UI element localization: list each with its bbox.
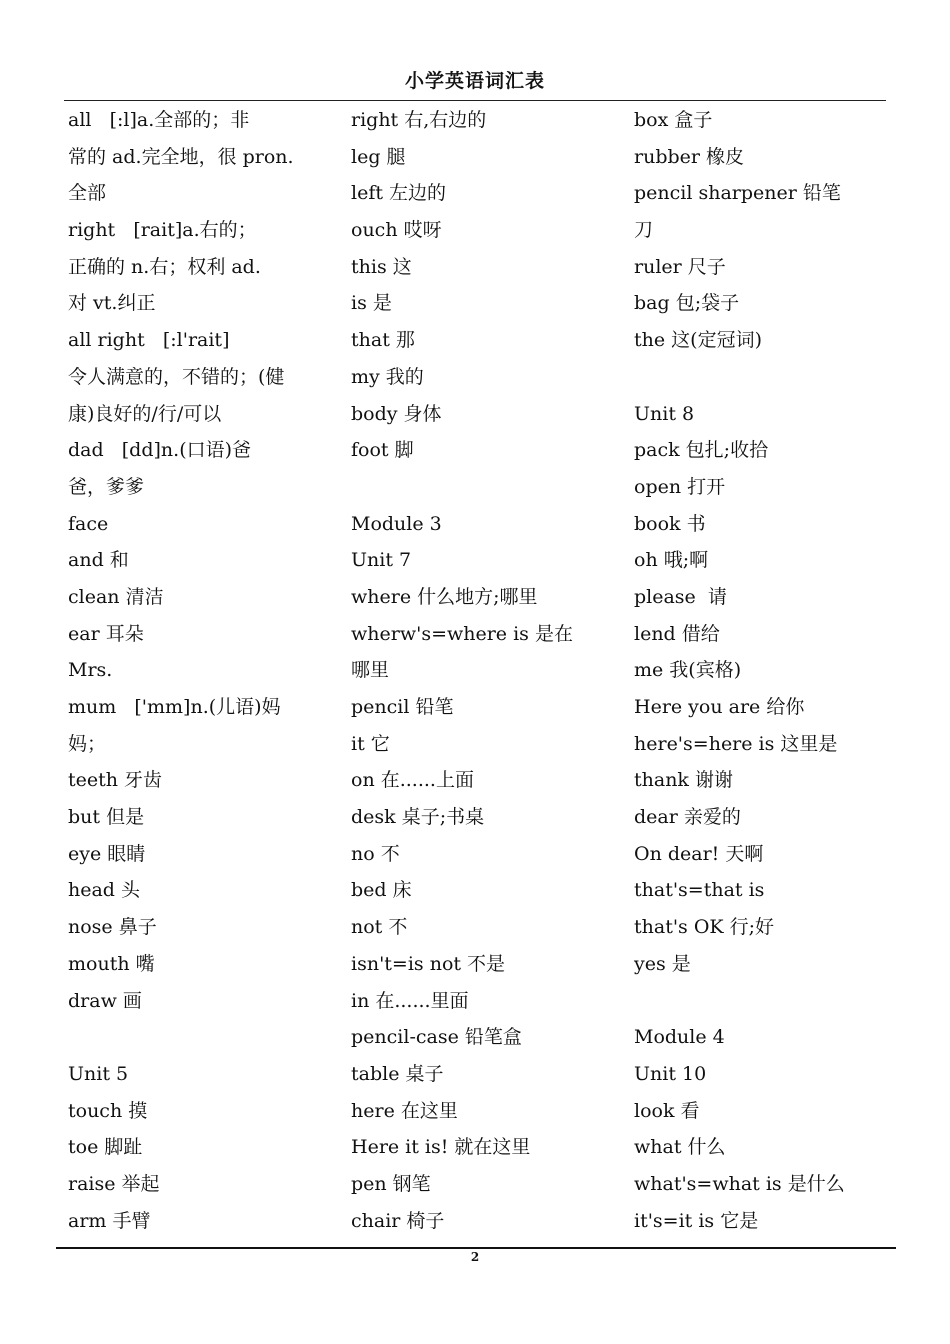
vocab-line: that 那 <box>351 329 415 352</box>
vocab-line: wherw's=where is 是在 <box>351 622 573 645</box>
vocab-line: right [rait]a.右的； <box>68 219 257 242</box>
vocab-line: look 看 <box>634 1099 700 1122</box>
vocab-line: my 我的 <box>351 365 424 388</box>
vocab-line: here 在这里 <box>351 1099 458 1122</box>
vocab-line: rubber 橡皮 <box>634 145 745 168</box>
page-title: 小学英语词汇表 <box>404 70 545 92</box>
vocab-line: 令人满意的，不错的；(健 <box>68 365 285 388</box>
vocab-line: dad [dd]n.(口语)爸 <box>68 439 252 462</box>
vocab-line: please 请 <box>634 585 727 608</box>
vocab-line: 康)良好的/行/可以 <box>68 402 222 425</box>
vocab-line: not 不 <box>351 916 408 939</box>
vocab-line: this 这 <box>351 255 412 278</box>
vocab-line: mum ['mm]n.(儿语)妈 <box>68 696 281 718</box>
vocab-line: box 盒子 <box>634 109 713 131</box>
vocab-line: mouth 嘴 <box>68 952 155 975</box>
vocab-line: pencil sharpener 铅笔 <box>634 182 841 205</box>
vocab-line: face <box>68 512 109 535</box>
vocab-line: Here you are 给你 <box>634 696 805 718</box>
vocab-line: Unit 8 <box>634 402 695 425</box>
vocab-line: toe 脚趾 <box>68 1136 143 1159</box>
vocab-line: Mrs. <box>68 659 113 682</box>
vocab-line: left 左边的 <box>351 182 447 205</box>
vocab-line: here's=here is 这里是 <box>634 732 838 755</box>
vocab-line: bed 床 <box>351 879 412 902</box>
vocab-line: 对 vt.纠正 <box>68 292 156 315</box>
vocab-line: nose 鼻子 <box>68 916 157 939</box>
vocab-line: but 但是 <box>68 806 145 829</box>
vocab-line: clean 清洁 <box>68 585 164 608</box>
vocab-line <box>351 469 621 506</box>
vocab-line: Unit 10 <box>634 1062 707 1085</box>
page-number: 2 <box>470 1250 480 1264</box>
vocab-line: table 桌子 <box>351 1062 444 1085</box>
vocab-line: 爸，爹爹 <box>68 475 145 498</box>
vocab-line: pencil-case 铅笔盒 <box>351 1026 522 1049</box>
vocab-line: 全部 <box>68 182 107 205</box>
vocab-line <box>634 359 884 396</box>
vocab-line: oh 哦;啊 <box>634 549 709 572</box>
vocab-line: ouch 哎呀 <box>351 219 442 242</box>
vocab-line: it 它 <box>351 732 390 755</box>
vocab-column-3 <box>634 102 884 1239</box>
vocab-line: Here it is! 就在这里 <box>351 1136 531 1159</box>
vocab-line: head 头 <box>68 879 141 902</box>
vocab-line: the 这(定冠词) <box>634 329 762 352</box>
vocab-line: 刀 <box>634 219 654 242</box>
vocab-line: 哪里 <box>351 659 390 682</box>
vocab-line: eye 眼睛 <box>68 842 146 865</box>
vocab-line: what's=what is 是什么 <box>634 1172 845 1195</box>
vocab-line: leg 腿 <box>351 145 406 168</box>
vocab-line: Module 4 <box>634 1026 725 1049</box>
vocab-line: pack 包扎;收拾 <box>634 439 769 462</box>
vocab-line <box>634 983 884 1020</box>
vocab-line: open 打开 <box>634 475 726 498</box>
vocab-line: Unit 5 <box>68 1062 129 1085</box>
vocab-line: isn't=is not 不是 <box>351 952 506 975</box>
vocab-line: 正确的 n.右；权利 ad. <box>68 255 261 278</box>
header-rule <box>64 100 886 101</box>
vocab-line: that's=that is <box>634 879 765 902</box>
vocab-line: On dear! 天啊 <box>634 842 764 865</box>
vocab-line: touch 摸 <box>68 1099 148 1122</box>
vocab-line: desk 桌子;书桌 <box>351 806 485 829</box>
vocab-line: it's=it is 它是 <box>634 1209 759 1232</box>
vocab-line: draw 画 <box>68 989 142 1012</box>
vocab-line: and 和 <box>68 549 129 572</box>
vocab-line: 妈； <box>68 732 107 755</box>
vocab-line: all right [:l'rait] <box>68 329 230 352</box>
vocab-line: ruler 尺子 <box>634 255 726 278</box>
vocab-line: yes 是 <box>634 952 691 975</box>
vocab-line: is 是 <box>351 292 392 315</box>
vocab-line: foot 脚 <box>351 439 414 462</box>
vocab-column-1 <box>68 102 338 1239</box>
vocab-line: bag 包;袋子 <box>634 292 740 315</box>
vocab-line: in 在......里面 <box>351 989 469 1012</box>
vocab-line: thank 谢谢 <box>634 769 733 792</box>
vocab-line: what 什么 <box>634 1136 726 1159</box>
vocab-line: right 右,右边的 <box>351 109 487 131</box>
vocab-line: raise 举起 <box>68 1172 160 1195</box>
vocab-line: chair 椅子 <box>351 1209 445 1232</box>
vocab-column-2 <box>351 102 621 1239</box>
vocab-line: arm 手臂 <box>68 1209 151 1232</box>
vocab-line: where 什么地方;哪里 <box>351 585 538 608</box>
vocab-line: ear 耳朵 <box>68 622 144 645</box>
vocab-line: lend 借给 <box>634 622 720 645</box>
vocab-line: pencil 铅笔 <box>351 696 454 718</box>
vocab-line: all [:l]a.全部的；非 <box>68 109 250 131</box>
vocab-line <box>68 1019 338 1056</box>
vocab-line: me 我(宾格) <box>634 659 742 682</box>
vocab-line: book 书 <box>634 512 706 535</box>
vocab-line: no 不 <box>351 842 400 865</box>
vocab-line: on 在......上面 <box>351 769 474 792</box>
vocab-line: body 身体 <box>351 402 442 425</box>
vocab-line: pen 钢笔 <box>351 1172 431 1195</box>
vocab-line: that's OK 行;好 <box>634 916 775 939</box>
footer-rule <box>56 1247 896 1249</box>
vocab-line: teeth 牙齿 <box>68 769 163 792</box>
vocab-line: Unit 7 <box>351 549 412 572</box>
vocab-line: dear 亲爱的 <box>634 806 741 829</box>
vocab-line: 常的 ad.完全地，很 pron. <box>68 145 294 168</box>
vocab-line: Module 3 <box>351 512 442 535</box>
